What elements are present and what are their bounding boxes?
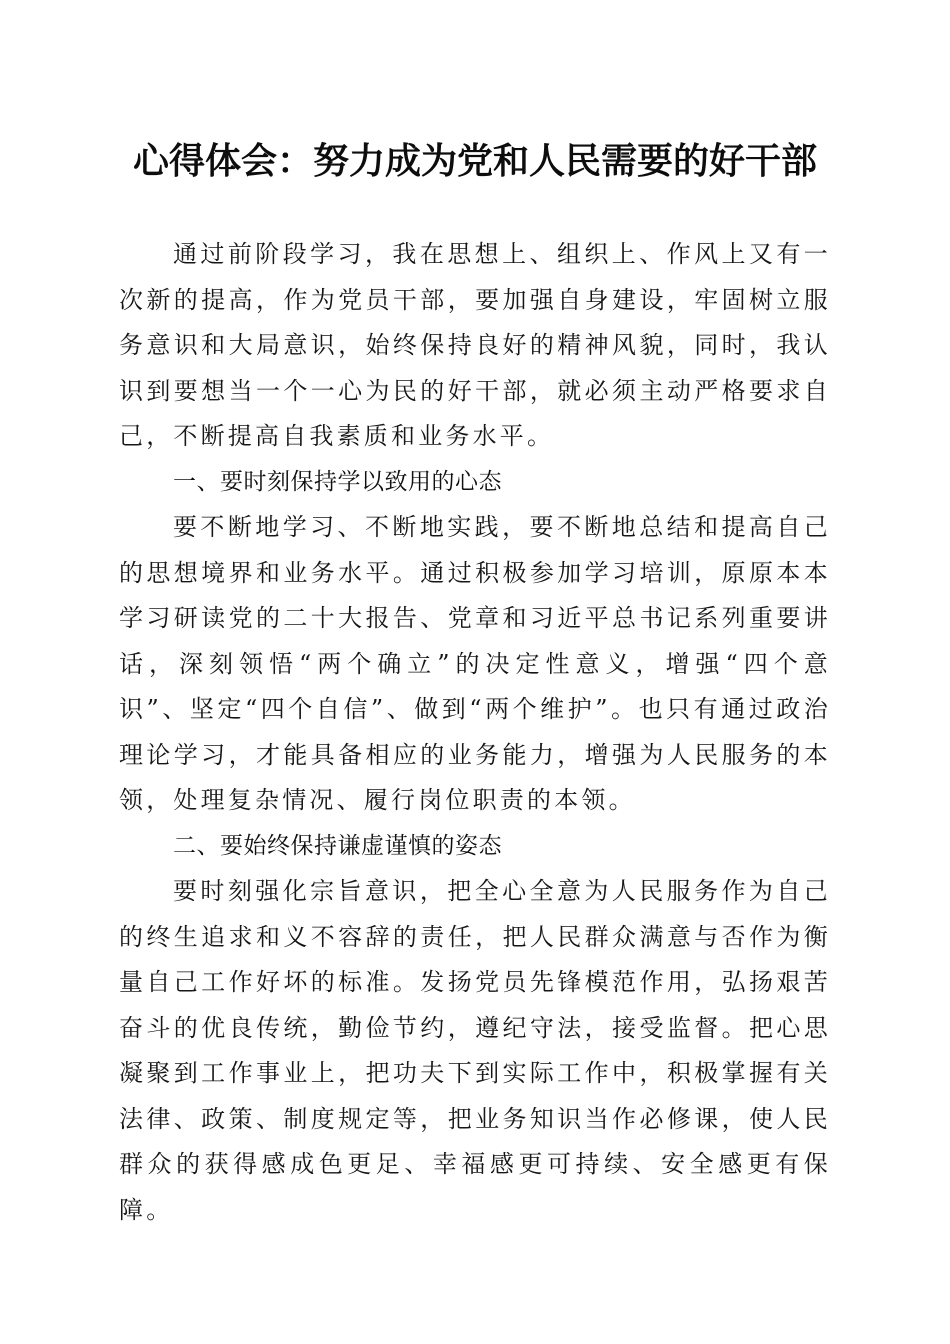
document-body (119, 232, 831, 1233)
intro-paragraph: 通过前阶段学习，我在思想上、组织上、作风上又有一次新的提高，作为党员干部，要加强自身建设，牢固树立服务意识和大局意识，始终保持良好的精神风貌，同时，我认识到要想当一个一心为民的好干部，就必须主动严格要求自己，不断提高自我素质和业务水平。 (119, 240, 831, 450)
section-paragraph-1: 要不断地学习、不断地实践，要不断地总结和提高自己的思想境界和业务水平。通过积极参加学习培训，原原本本学习研读党的二十大报告、党章和习近平总书记系列重要讲话，深刻领悟“两个确立”的决定性意义，增强“四个意识”、坚定“四个自信”、做到“两个维护”。也只有通过政治理论学习，才能具备相应的业务能力，增强为人民服务的本领，处理复杂情况、履行岗位职责的本领。 (119, 513, 831, 814)
section-heading-2: 二、要始终保持谦虚谨慎的姿态 (173, 832, 502, 859)
section-paragraph-2: 要时刻强化宗旨意识，把全心全意为人民服务作为自己的终生追求和义不容辞的责任，把人民群众满意与否作为衡量自己工作好坏的标准。发扬党员先锋模范作用，弘扬艰苦奋斗的优良传统，勤俭节约，遵纪守法，接受监督。把心思凝聚到工作事业上，把功夫下到实际工作中，积极掌握有关法律、政策、制度规定等，把业务知识当作必修课，使人民群众的获得感成色更足、幸福感更可持续、安全感更有保障。 (119, 877, 831, 1224)
document-title: 心得体会：努力成为党和人民需要的好干部 (132, 140, 817, 182)
section-heading-1: 一、要时刻保持学以致用的心态 (173, 468, 502, 495)
